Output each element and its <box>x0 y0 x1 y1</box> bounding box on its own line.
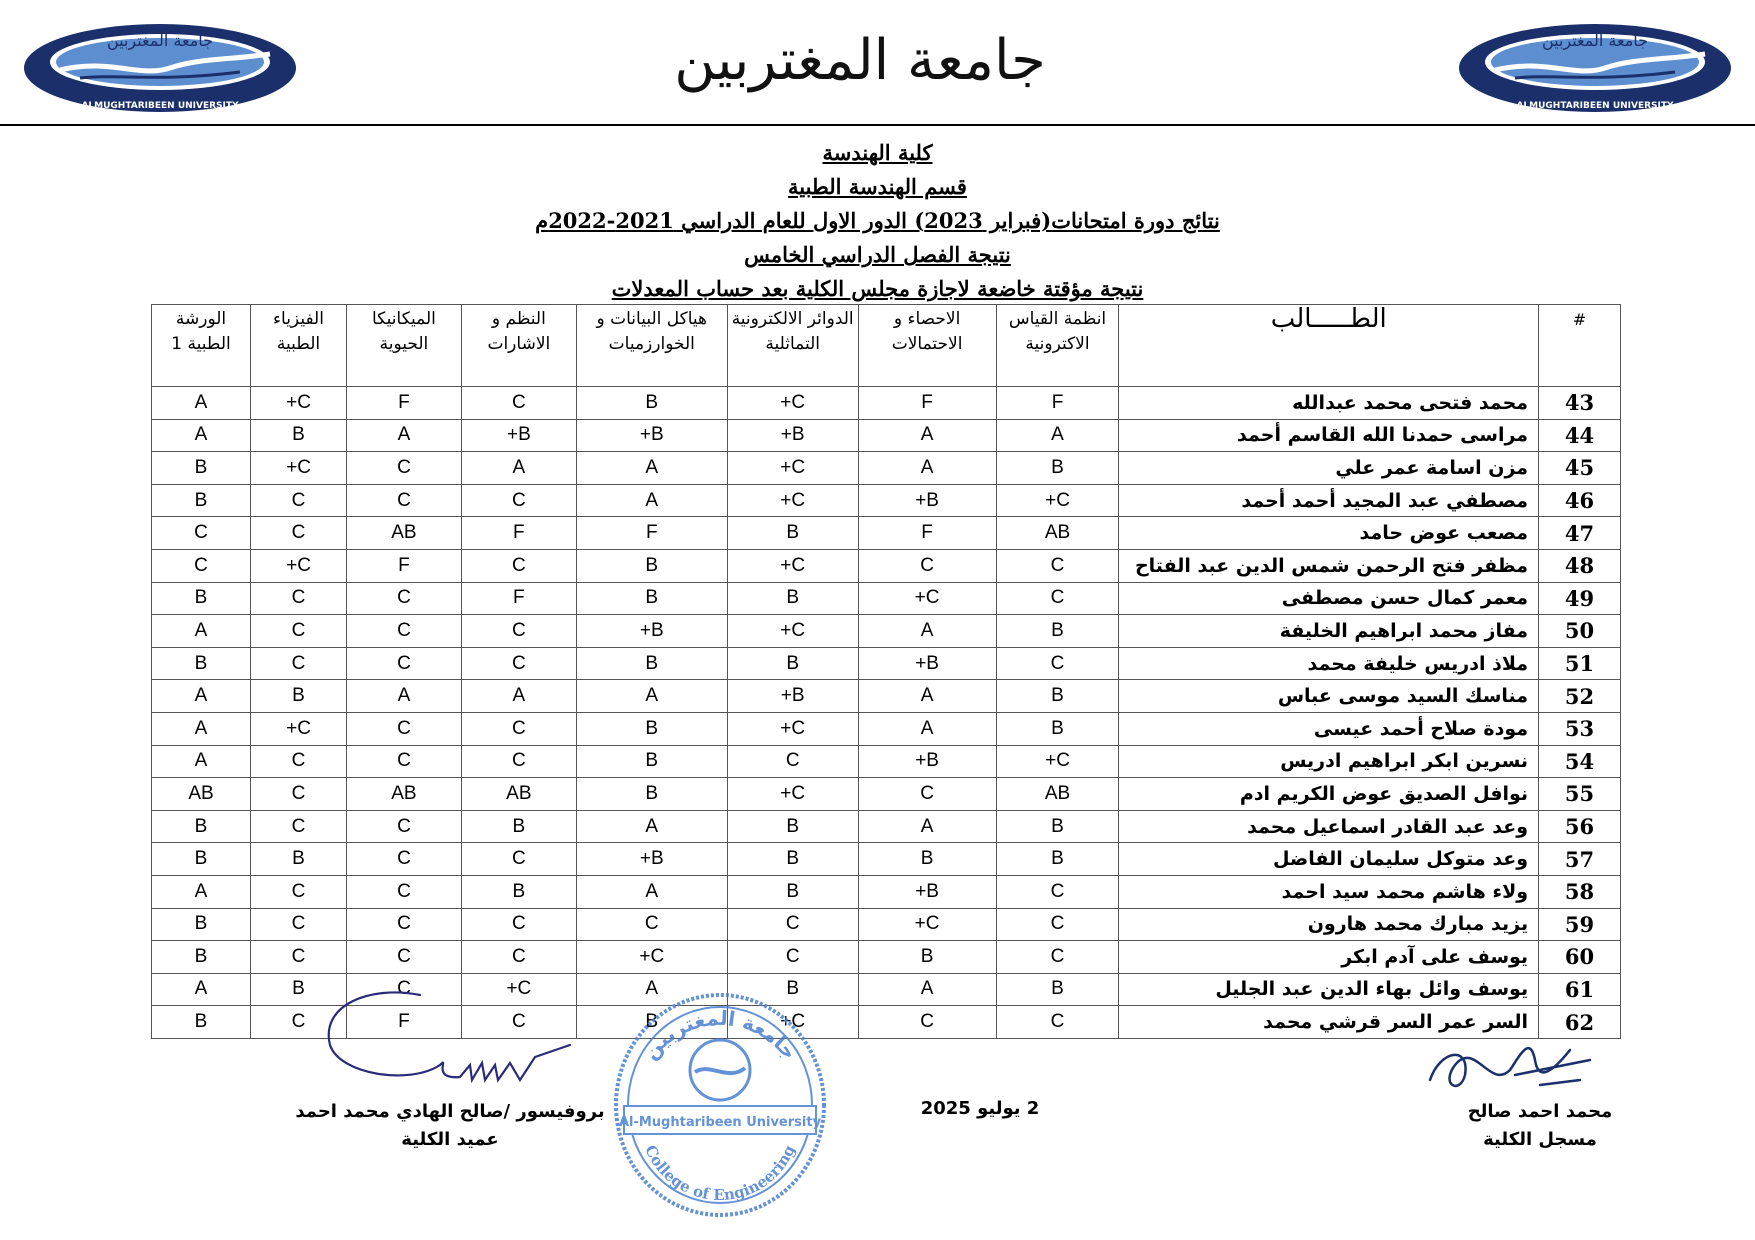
row-number: 59 <box>1539 908 1621 941</box>
dean-signature <box>310 985 590 1095</box>
table-row <box>152 680 1621 713</box>
student-name: وعد متوكل سليمان الفاضل <box>1119 843 1539 876</box>
student-name: ملاذ ادريس خليفة محمد <box>1119 647 1539 680</box>
row-number: 52 <box>1539 680 1621 713</box>
table-row <box>152 387 1621 420</box>
grade-cell: B <box>576 549 727 582</box>
row-number: 46 <box>1539 484 1621 517</box>
grade-cell: F <box>346 387 461 420</box>
grade-cell: B <box>727 810 858 843</box>
semester-result-title: نتيجة الفصل الدراسي الخامس <box>744 242 1011 267</box>
grade-cell: F <box>346 549 461 582</box>
grade-cell: B <box>727 843 858 876</box>
row-number: 47 <box>1539 517 1621 550</box>
grade-cell: A <box>152 419 251 452</box>
table-body <box>152 387 1621 1039</box>
grade-cell: A <box>576 810 727 843</box>
header-course: الفيزياء الطبية <box>251 305 347 387</box>
grade-cell: B+ <box>576 615 727 648</box>
table-row <box>152 875 1621 908</box>
student-name: ولاء هاشم محمد سيد احمد <box>1119 875 1539 908</box>
grade-cell: B <box>996 615 1119 648</box>
grade-cell: B <box>996 452 1119 485</box>
grade-cell: A <box>152 680 251 713</box>
grade-cell: C+ <box>727 549 858 582</box>
grade-cell: B <box>858 941 996 974</box>
grade-cell: C <box>996 908 1119 941</box>
grade-cell: B+ <box>727 680 858 713</box>
grade-cell: B+ <box>461 419 576 452</box>
table-row <box>152 778 1621 811</box>
grade-cell: A <box>858 615 996 648</box>
student-name: مصعب عوض حامد <box>1119 517 1539 550</box>
table-row <box>152 908 1621 941</box>
grade-cell: C <box>727 908 858 941</box>
grade-cell: B <box>152 484 251 517</box>
svg-text:College of Engineering <box>641 1142 799 1204</box>
grade-cell: C+ <box>727 484 858 517</box>
table-row <box>152 843 1621 876</box>
grade-cell: C <box>727 745 858 778</box>
grade-cell: B <box>576 778 727 811</box>
header-course: النظم و الاشارات <box>461 305 576 387</box>
grade-cell: AB <box>346 517 461 550</box>
header-course: الدوائر الالكترونية التماثلية <box>727 305 858 387</box>
grade-cell: A <box>858 680 996 713</box>
grade-cell: C+ <box>727 452 858 485</box>
grade-cell: A <box>576 452 727 485</box>
stamp-arabic-text: جامعة المغتربين <box>638 1005 803 1065</box>
grade-cell: B <box>152 647 251 680</box>
table-row <box>152 582 1621 615</box>
registrar-title: مسجل الكلية <box>1483 1129 1597 1150</box>
table-row <box>152 419 1621 452</box>
grade-cell: C <box>251 1006 347 1039</box>
grade-cell: A <box>576 875 727 908</box>
college-stamp <box>610 990 830 1220</box>
grade-cell: B <box>152 810 251 843</box>
student-name: مودة صلاح أحمد عيسى <box>1119 712 1539 745</box>
grade-cell: C+ <box>858 908 996 941</box>
registrar-block <box>1440 1098 1640 1154</box>
grade-cell: C <box>461 745 576 778</box>
grade-cell: C+ <box>251 549 347 582</box>
department-title: قسم الهندسة الطبية <box>788 174 967 199</box>
grade-cell: B <box>996 843 1119 876</box>
grade-cell: B <box>461 875 576 908</box>
grade-cell: C <box>461 712 576 745</box>
table-row <box>152 941 1621 974</box>
student-name: مراسى حمدنا الله القاسم أحمد <box>1119 419 1539 452</box>
grade-cell: C <box>251 582 347 615</box>
grade-cell: C <box>461 484 576 517</box>
university-logo-right <box>1455 18 1735 118</box>
grade-cell: F <box>461 582 576 615</box>
student-name: مصطفي عبد المجيد أحمد أحمد <box>1119 484 1539 517</box>
grade-cell: C <box>346 973 461 1006</box>
grade-cell: AB <box>461 778 576 811</box>
grade-cell: C <box>251 875 347 908</box>
grade-cell: C <box>251 908 347 941</box>
grade-cell: B <box>996 973 1119 1006</box>
header-course: الاحصاء و الاحتمالات <box>858 305 996 387</box>
dean-title: عميد الكلية <box>401 1129 499 1150</box>
grade-cell: C <box>996 1006 1119 1039</box>
grade-cell: B <box>152 843 251 876</box>
provisional-note-title: نتيجة مؤقتة خاضعة لاجازة مجلس الكلية بعد حساب المعدلات <box>611 276 1144 301</box>
stamp-english-university: Al-Mughtaribeen University <box>618 1115 822 1130</box>
row-number: 48 <box>1539 549 1621 582</box>
grade-cell: F <box>996 387 1119 420</box>
grade-cell: B <box>152 941 251 974</box>
grade-cell: B <box>996 810 1119 843</box>
grade-cell: C <box>251 778 347 811</box>
grade-cell: F <box>858 517 996 550</box>
student-name: نسرين ابكر ابراهيم ادريس <box>1119 745 1539 778</box>
table-row <box>152 484 1621 517</box>
grade-cell: C+ <box>727 615 858 648</box>
header-course: الورشة الطبية 1 <box>152 305 251 387</box>
grade-cell: B <box>251 843 347 876</box>
table-row <box>152 615 1621 648</box>
university-logo-left <box>20 18 300 118</box>
grade-cell: C+ <box>727 712 858 745</box>
grade-cell: B <box>152 908 251 941</box>
row-number: 56 <box>1539 810 1621 843</box>
registrar-signature <box>1420 1030 1600 1100</box>
student-name: نوافل الصديق عوض الكريم ادم <box>1119 778 1539 811</box>
grade-cell: AB <box>996 517 1119 550</box>
grade-cell: B <box>727 647 858 680</box>
grade-cell: AB <box>152 778 251 811</box>
table-row <box>152 712 1621 745</box>
grade-cell: C <box>346 810 461 843</box>
row-number: 45 <box>1539 452 1621 485</box>
grade-cell: C <box>576 908 727 941</box>
student-name: مظفر فتح الرحمن شمس الدين عبد الفتاح <box>1119 549 1539 582</box>
grade-cell: B+ <box>858 745 996 778</box>
grade-cell: B <box>727 875 858 908</box>
grade-cell: C <box>251 745 347 778</box>
student-name: محمد فتحى محمد عبدالله <box>1119 387 1539 420</box>
grade-cell: B+ <box>727 419 858 452</box>
grade-cell: A <box>996 419 1119 452</box>
table-row <box>152 745 1621 778</box>
grade-cell: B <box>251 973 347 1006</box>
row-number: 61 <box>1539 973 1621 1006</box>
grade-cell: C <box>251 941 347 974</box>
row-number: 55 <box>1539 778 1621 811</box>
grade-cell: B <box>727 582 858 615</box>
grade-cell: A <box>152 745 251 778</box>
header-course: انظمة القياس الاكترونية <box>996 305 1119 387</box>
grade-cell: A <box>576 484 727 517</box>
grade-cell: C <box>996 875 1119 908</box>
grade-cell: B <box>727 973 858 1006</box>
grade-cell: C+ <box>727 1006 858 1039</box>
table-row <box>152 647 1621 680</box>
grade-cell: C <box>251 647 347 680</box>
dean-block <box>290 1098 610 1154</box>
svg-text:جامعة المغتربين: جامعة المغتربين <box>106 31 214 50</box>
faculty-title: كلية الهندسة <box>822 140 933 165</box>
header-student: الطـــــالب <box>1119 305 1539 387</box>
grade-cell: B <box>152 1006 251 1039</box>
grade-cell: C <box>346 712 461 745</box>
grade-cell: A <box>858 452 996 485</box>
grade-cell: C <box>461 843 576 876</box>
row-number: 50 <box>1539 615 1621 648</box>
grade-cell: C <box>251 517 347 550</box>
svg-text:ALMUGHTARIBEEN UNIVERSITY: ALMUGHTARIBEEN UNIVERSITY <box>1516 101 1674 111</box>
row-number: 53 <box>1539 712 1621 745</box>
grade-cell: C <box>346 875 461 908</box>
grade-cell: B <box>858 843 996 876</box>
grade-cell: C+ <box>251 452 347 485</box>
row-number: 54 <box>1539 745 1621 778</box>
grade-cell: C <box>346 452 461 485</box>
row-number: 43 <box>1539 387 1621 420</box>
grade-cell: A <box>152 615 251 648</box>
grade-cell: B <box>251 680 347 713</box>
table-row <box>152 549 1621 582</box>
grade-cell: C <box>461 647 576 680</box>
student-name: السر عمر السر قرشي محمد <box>1119 1006 1539 1039</box>
grade-cell: C <box>251 810 347 843</box>
grade-cell: B <box>576 647 727 680</box>
grade-cell: C <box>346 484 461 517</box>
header-divider <box>0 124 1755 126</box>
grade-cell: B <box>152 452 251 485</box>
table-row <box>152 810 1621 843</box>
grade-cell: A <box>152 712 251 745</box>
svg-text:ALMUGHTARIBEEN UNIVERSITY: ALMUGHTARIBEEN UNIVERSITY <box>81 101 239 111</box>
header-course: الميكانيكا الحيوية <box>346 305 461 387</box>
grade-cell: A <box>152 973 251 1006</box>
grade-cell: B+ <box>858 647 996 680</box>
grade-cell: B <box>152 582 251 615</box>
grade-cell: A <box>858 712 996 745</box>
grade-cell: C <box>461 387 576 420</box>
grade-cell: C+ <box>251 712 347 745</box>
grade-cell: A <box>576 680 727 713</box>
grade-cell: A <box>346 680 461 713</box>
registrar-name: محمد احمد صالح <box>1467 1101 1613 1122</box>
grade-cell: C+ <box>996 745 1119 778</box>
svg-text:جامعة المغتربين: جامعة المغتربين <box>1541 31 1649 50</box>
grade-cell: A <box>858 810 996 843</box>
grade-cell: B <box>251 419 347 452</box>
student-name: وعد عبد القادر اسماعيل محمد <box>1119 810 1539 843</box>
student-name: يوسف على آدم ابكر <box>1119 941 1539 974</box>
grade-cell: C <box>858 1006 996 1039</box>
exam-session-title: نتائج دورة امتحانات(فبراير 2023) الدور الاول للعام الدراسي 2021-2022م <box>535 208 1220 233</box>
grade-cell: B <box>996 712 1119 745</box>
table-row <box>152 452 1621 485</box>
grade-cell: C+ <box>727 387 858 420</box>
grade-cell: C <box>727 941 858 974</box>
grade-cell: C <box>996 941 1119 974</box>
student-name: يزيد مبارك محمد هارون <box>1119 908 1539 941</box>
row-number: 57 <box>1539 843 1621 876</box>
document-titles <box>0 136 1755 306</box>
grade-cell: C <box>461 908 576 941</box>
header-num: # <box>1539 305 1621 387</box>
grade-cell: C <box>996 647 1119 680</box>
grade-cell: A <box>346 419 461 452</box>
grade-cell: A <box>858 973 996 1006</box>
grade-cell: F <box>461 517 576 550</box>
grade-cell: C <box>346 843 461 876</box>
grade-cell: B <box>576 1006 727 1039</box>
grade-cell: C <box>152 549 251 582</box>
grade-cell: C <box>251 615 347 648</box>
grade-cell: F <box>346 1006 461 1039</box>
grade-cell: C <box>346 615 461 648</box>
row-number: 58 <box>1539 875 1621 908</box>
student-name: مزن اسامة عمر علي <box>1119 452 1539 485</box>
grade-cell: B+ <box>576 843 727 876</box>
grade-cell: AB <box>996 778 1119 811</box>
grade-cell: B <box>576 745 727 778</box>
grade-cell: C+ <box>251 387 347 420</box>
grade-cell: C <box>461 615 576 648</box>
grade-cell: C <box>346 745 461 778</box>
student-name: معمر كمال حسن مصطفى <box>1119 582 1539 615</box>
table-header-row <box>152 305 1621 387</box>
document-date: 2 يوليو 2025 <box>920 1098 1040 1119</box>
row-number: 51 <box>1539 647 1621 680</box>
grade-cell: B <box>727 517 858 550</box>
grade-cell: B+ <box>858 875 996 908</box>
grade-cell: F <box>858 387 996 420</box>
student-name: مناسك السيد موسى عباس <box>1119 680 1539 713</box>
grade-cell: C <box>996 549 1119 582</box>
grade-cell: C+ <box>727 778 858 811</box>
grade-cell: C <box>996 582 1119 615</box>
grade-cell: C <box>152 517 251 550</box>
grade-cell: C <box>461 1006 576 1039</box>
grade-cell: C <box>251 484 347 517</box>
grade-cell: B <box>576 712 727 745</box>
grade-cell: B <box>461 810 576 843</box>
grade-cell: C+ <box>996 484 1119 517</box>
table-row <box>152 517 1621 550</box>
grade-cell: AB <box>346 778 461 811</box>
student-name: مفاز محمد ابراهيم الخليفة <box>1119 615 1539 648</box>
grade-cell: C <box>858 778 996 811</box>
header-course: هياكل البيانات و الخوارزميات <box>576 305 727 387</box>
grade-cell: F <box>576 517 727 550</box>
grade-cell: B+ <box>858 484 996 517</box>
grade-cell: B <box>576 387 727 420</box>
grade-cell: C+ <box>576 941 727 974</box>
grade-cell: C+ <box>858 582 996 615</box>
grade-cell: A <box>858 419 996 452</box>
grade-cell: C <box>346 908 461 941</box>
grade-cell: A <box>152 387 251 420</box>
student-name: يوسف وائل بهاء الدين عبد الجليل <box>1119 973 1539 1006</box>
stamp-english-college: College of Engineering <box>641 1142 799 1205</box>
grade-cell: B <box>576 582 727 615</box>
row-number: 49 <box>1539 582 1621 615</box>
grade-cell: C <box>858 549 996 582</box>
row-number: 62 <box>1539 1006 1621 1039</box>
university-name: جامعة المغتربين <box>674 28 1046 93</box>
grade-cell: A <box>576 973 727 1006</box>
dean-name: بروفيسور /صالح الهادي محمد احمد <box>295 1101 605 1122</box>
grade-cell: C+ <box>461 973 576 1006</box>
results-table <box>151 304 1621 1039</box>
grade-cell: C <box>346 647 461 680</box>
grade-cell: B+ <box>576 419 727 452</box>
grade-cell: B <box>996 680 1119 713</box>
grade-cell: C <box>346 582 461 615</box>
row-number: 44 <box>1539 419 1621 452</box>
grade-cell: C <box>461 941 576 974</box>
grade-cell: C <box>346 941 461 974</box>
grade-cell: A <box>152 875 251 908</box>
grade-cell: C <box>461 549 576 582</box>
row-number: 60 <box>1539 941 1621 974</box>
grade-cell: A <box>461 680 576 713</box>
grade-cell: A <box>461 452 576 485</box>
